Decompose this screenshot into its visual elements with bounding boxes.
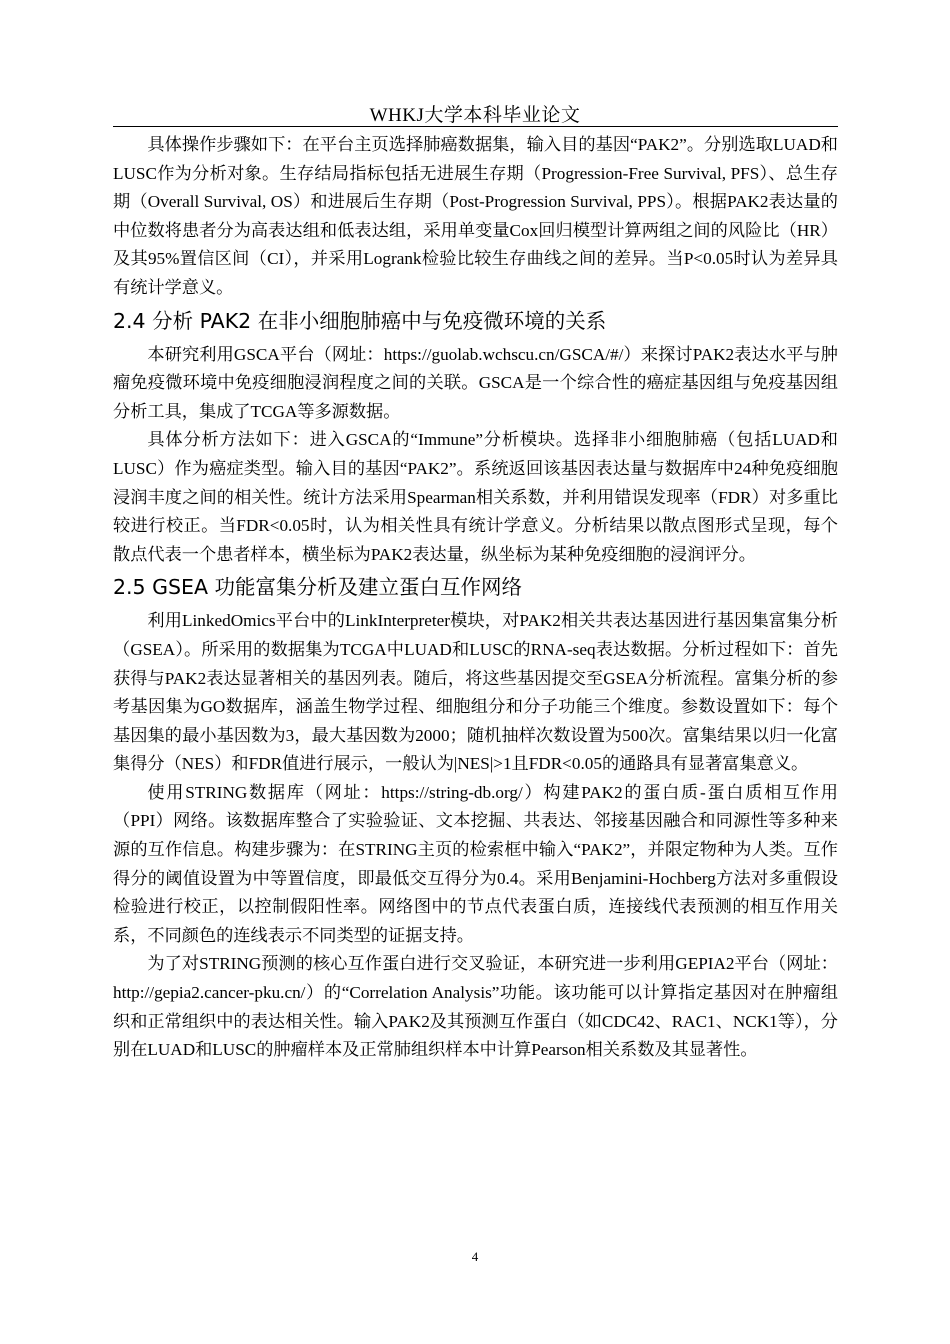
paragraph: 具体操作步骤如下：在平台主页选择肺癌数据集，输入目的基因“PAK2”。分别选取LUAD和LUSC作为分析对象。生存结局指标包括无进展生存期（Progression-Free Survival, PFS）、总生存期（Overall Survival, OS）和进展后生存期（Post-Progression Survival, PPS）。根据PAK2表达量的中位数将患者分为高表达组和低表达组，采用单变量Cox回归模型计算两组之间的风险比（HR）及其95%置信区间（CI），并采用Logrank检验比较生存曲线之间的差异。当P<0.05时认为差异具有统计学意义。 [113,135,838,297]
page-number: 4 [471,1249,479,1264]
section-heading-2-5: 2.5 GSEA 功能富集分析及建立蛋白互作网络 [113,575,523,600]
section-heading-2-4: 2.4 分析 PAK2 在非小细胞肺癌中与免疫微环境的关系 [113,308,607,333]
paragraph: 具体分析方法如下：进入GSCA的“Immune”分析模块。选择非小细胞肺癌（包括LUAD和LUSC）作为癌症类型。输入目的基因“PAK2”。系统返回该基因表达量与数据库中24种免疫细胞浸润丰度之间的相关性。统计方法采用Spearman相关系数，并利用错误发现率（FDR）对多重比较进行校正。当FDR<0.05时，认为相关性具有统计学意义。分析结果以散点图形式呈现，每个散点代表一个患者样本，横坐标为PAK2表达量，纵坐标为某种免疫细胞的浸润评分。 [113,430,838,564]
paragraph: 利用LinkedOmics平台中的LinkInterpreter模块，对PAK2相关共表达基因进行基因集富集分析（GSEA）。所采用的数据集为TCGA中LUAD和LUSC的RNA-seq表达数据。分析过程如下：首先获得与PAK2表达显著相关的基因列表。随后，将这些基因提交至GSEA分析流程。富集分析的参考基因集为GO数据库，涵盖生物学过程、细胞组分和分子功能三个维度。参数设置如下：每个基因集的最小基因数为3，最大基因数为2000；随机抽样次数设置为500次。富集结果以归一化富集得分（NES）和FDR值进行展示，一般认为|NES|>1且FDR<0.05的通路具有显著富集意义。 [113,611,839,774]
paragraph: 为了对STRING预测的核心互作蛋白进行交叉验证，本研究进一步利用GEPIA2平台（网址：http://gepia2.cancer-pku.cn/）的“Correlation Analysis”功能。该功能可以计算指定基因对在肿瘤组织和正常组织中的表达相关性。输入PAK2及其预测互作蛋白（如CDC42、RAC1、NCK1等），分别在LUAD和LUSC的肿瘤样本及正常肺组织样本中计算Pearson相关系数及其显著性。 [113,954,838,1060]
header-rule [113,126,838,127]
running-header: WHKJ大学本科毕业论文 [369,105,581,126]
paragraph: 本研究利用GSCA平台（网址：https://guolab.wchscu.cn/GSCA/#/）来探讨PAK2表达水平与肿瘤免疫微环境中免疫细胞浸润程度之间的关联。GSCA是一个综合性的癌症基因组与免疫基因组分析工具，集成了TCGA等多源数据。 [113,344,838,421]
page-content [113,131,838,1065]
paragraph: 使用STRING数据库（网址：https://string-db.org/）构建PAK2的蛋白质-蛋白质相互作用（PPI）网络。该数据库整合了实验验证、文本挖掘、共表达、邻接基因融合和同源性等多种来源的互作信息。构建步骤为：在STRING主页的检索框中输入“PAK2”，并限定物种为人类。互作得分的阈值设置为中等置信度，即最低交互得分为0.4。采用Benjamini-Hochberg方法对多重假设检验进行校正，以控制假阳性率。网络图中的节点代表蛋白质，连接线代表预测的相互作用关系，不同颜色的连线表示不同类型的证据支持。 [113,782,838,945]
